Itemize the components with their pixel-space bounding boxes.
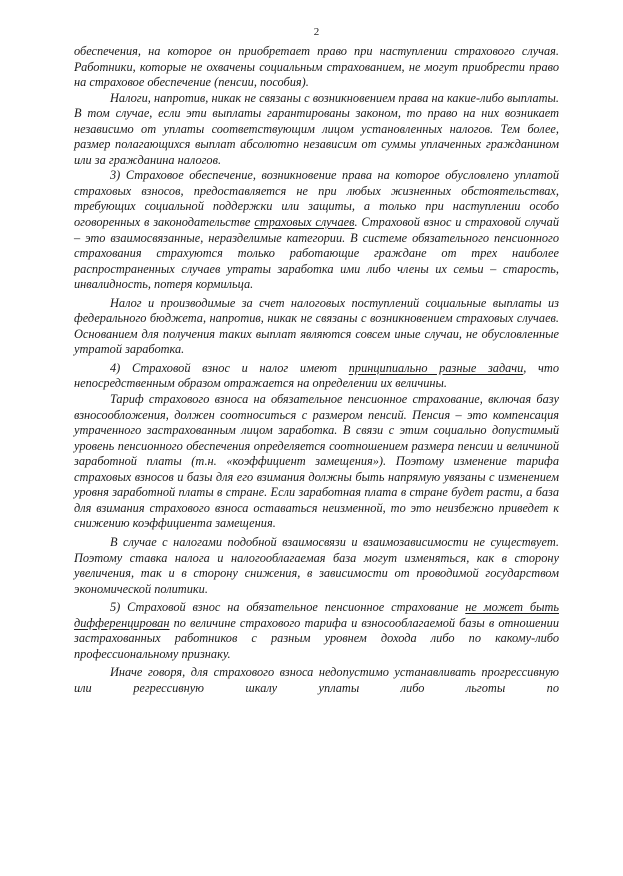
paragraph-point-3: [74, 168, 559, 292]
text-run: 3) Страховое обеспечение, возникновение права на которое обусловлено уплатой страховых взносов, предоставляется не при любых жизненных обстоятельствах, требующих социальной поддержки или защиты, а только при наступлении особо оговоренных в законодательстве: [74, 168, 559, 230]
text-run: 4) Страховой взнос и налог имеют: [110, 360, 349, 375]
paragraph-in-other-words: [74, 665, 559, 696]
paragraph-point-5: [74, 600, 559, 662]
paragraph-tax-payments: [74, 296, 559, 358]
paragraph-point-4: [74, 361, 559, 392]
text-run: . Страховой взнос и страховой случай – это взаимосвязанные, неразделимые категории. В системе обязательного пенсионного страхования страхуются только работающие граждане от трех наиболее распространенных случаев утраты заработка ими либо члены их семьи – старость, инвалидность, потеря кормильца.: [74, 215, 559, 292]
text-run: по величине страхового тарифа и взносооблагаемой базы в отношении застрахованных работников с разным уровнем дохода либо по какому-либо профессиональному признаку.: [74, 615, 559, 661]
text-run: обеспечения, на которое он приобретает право при наступлении страхового случая. Работники, которые не охвачены социальным страхованием, не могут приобрести право на страховое обеспечение (пенсии, пособия).: [74, 44, 559, 90]
text-run: Налоги, напротив, никак не связаны с возникновением права на какие-либо выплаты. В том случае, если эти выплаты гарантированы законом, то право на них возникает независимо от уплаты соответствующим лицом установленных налогов. Тем более, размер полагающихся выплат абсолютно независим от суммы уплаченных гражданином или за гражданина налогов.: [74, 90, 559, 167]
text-run: Тариф страхового взноса на обязательное пенсионное страхование, включая базу взносообложения, должен соотноситься с размером пенсий. Пенсия – это компенсация утраченного застрахованным лицом заработка. В связи с этим социально допустимый уровень пенсионного обеспечения определяется соотношением размера пенсии и величиной заработной платы (т.н. «коэффициент замещения»). Поэтому изменение тарифа страховых взносов и базы для его взимания должны быть напрямую увязаны с изменением уровня заработной платы в стране. Если заработная плата в стране будет расти, а база для взимания страхового взноса оставаться неизменной, то это неизбежно приведет к снижению коэффициента замещения.: [74, 392, 559, 531]
underlined-phrase: страховых случаев: [254, 215, 355, 230]
paragraph-insurance-coverage: [74, 44, 559, 91]
underlined-phrase: не может быть дифференцирован: [74, 600, 559, 630]
text-run: 5) Страховой взнос на обязательное пенсионное страхование: [110, 600, 466, 615]
paragraph-taxes-no-link: [74, 91, 559, 169]
underlined-phrase: принципиально разные задачи: [348, 360, 524, 375]
text-run: Иначе говоря, для страхового взноса недопустимо устанавливать прогрессивную или регрессивную шкалу уплаты либо льготы по: [74, 665, 559, 695]
paragraph-taxes-no-dependency: [74, 535, 559, 597]
text-run: Налог и производимые за счет налоговых поступлений социальные выплаты из федерального бюджета, напротив, никак не связаны с возникновением страховых случаев. Основанием для получения таких выплат являются совсем иные случаи, не обусловленные утратой заработка.: [74, 295, 559, 357]
text-run: , что непосредственным образом отражается на определении их величины.: [74, 360, 559, 391]
page-number: 2: [313, 26, 320, 38]
paragraph-tariff: [74, 392, 559, 532]
text-run: В случае с налогами подобной взаимосвязи и взаимозависимости не существует. Поэтому ставка налога и налогооблагаемая база могут изменяться, как в сторону увеличения, так и в сторону снижения, в зависимости от проводимой государством экономической политики.: [74, 534, 559, 596]
